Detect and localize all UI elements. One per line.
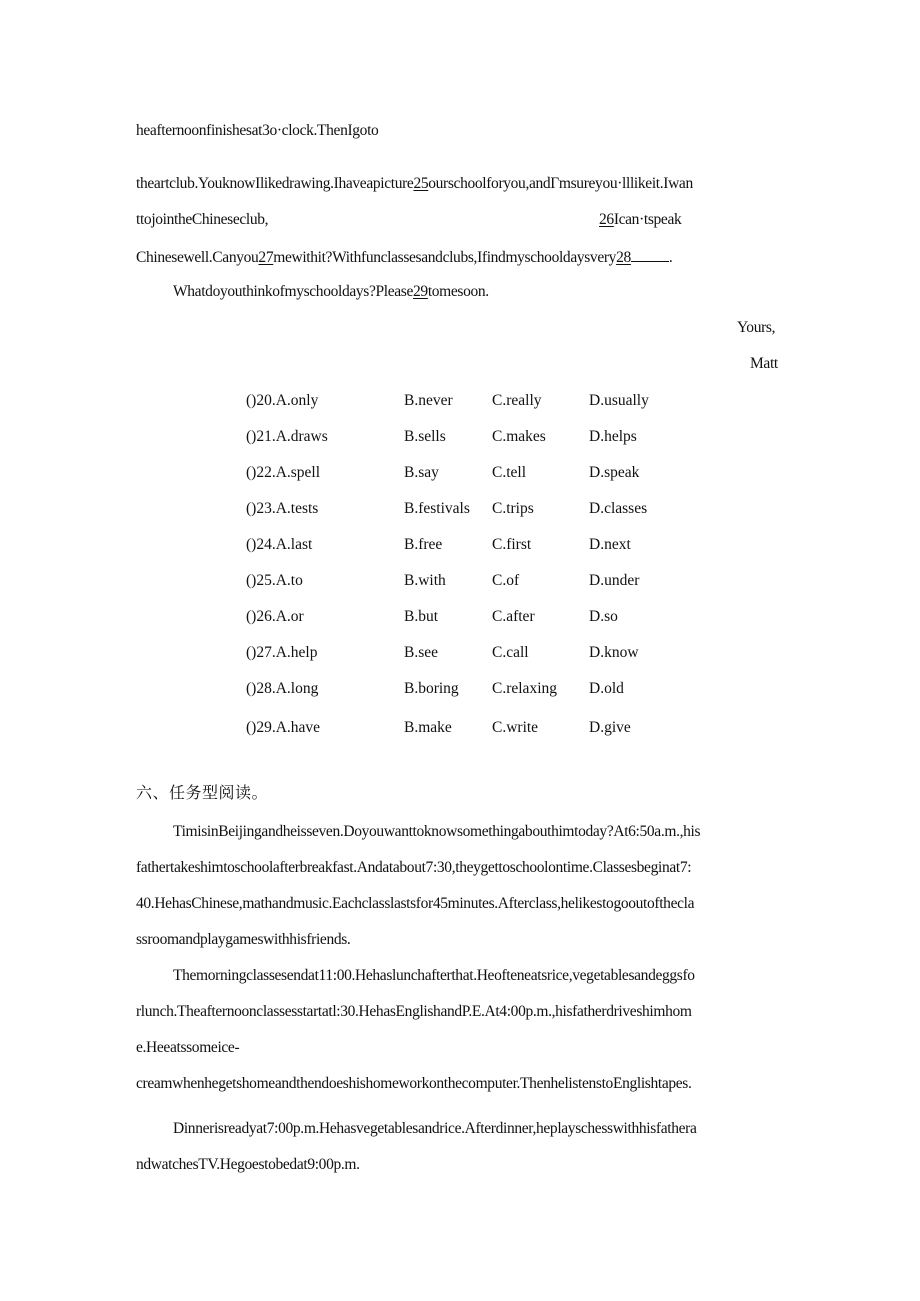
question-number-option-a: ()26.A.or: [246, 608, 304, 625]
question-number-option-a: ()29.A.have: [246, 719, 321, 736]
paragraph-1-line: fathertakeshimtoschoolafterbreakfast.Andatabout7:30,theygettoschoolontime.Classesbeginat7:: [136, 859, 692, 876]
question-number-option-a: ()27.A.help: [246, 644, 318, 661]
letter-text: ourschoolforyou,andΓmsureyou·lllikeit.Iwan: [428, 175, 693, 192]
letter-text: Ican·tspeak: [613, 211, 682, 228]
letter-text: theartclub.YouknowIlikedrawing.Ihaveapicture: [136, 175, 414, 192]
option-d: D.helps: [589, 428, 637, 445]
option-b: B.with: [404, 572, 446, 589]
option-c: C.of: [492, 572, 520, 589]
blank-26: 26: [599, 211, 614, 228]
paragraph-2-line: e.Heeatssomeice-: [136, 1039, 240, 1056]
question-number-option-a: ()24.A.last: [246, 536, 313, 553]
paragraph-1-line: 40.HehasChinese,mathandmusic.Eachclasslastsfor45minutes.Afterclass,helikestogooutofthecla: [136, 895, 695, 912]
letter-line-3: [136, 210, 268, 230]
option-c: C.write: [492, 719, 539, 736]
blank-25: 25: [413, 175, 429, 192]
section-heading: 六、任务型阅读。: [136, 783, 269, 802]
option-c: C.really: [492, 392, 542, 409]
option-b: B.make: [404, 719, 452, 736]
option-c: C.relaxing: [492, 680, 557, 697]
question-number-option-a: ()21.A.draws: [246, 428, 328, 445]
letter-line-5: [173, 282, 489, 302]
option-d: D.usually: [589, 392, 649, 409]
option-b: B.say: [404, 464, 439, 481]
paragraph-3-line: Dinnerisreadyat7:00p.m.Hehasvegetablesandrice.Afterdinner,heplayschesswithhisfathera: [173, 1120, 697, 1137]
closing-text: Yours,: [737, 319, 776, 336]
option-b: B.see: [404, 644, 439, 661]
question-number-option-a: ()22.A.spell: [246, 464, 321, 481]
option-b: B.never: [404, 392, 453, 409]
option-d: D.classes: [589, 500, 648, 517]
letter-line-2: [136, 174, 693, 194]
blank-29: 29: [413, 283, 428, 300]
option-d: D.give: [589, 719, 631, 736]
blank-27: 27: [258, 249, 274, 266]
option-b: B.festivals: [404, 500, 470, 517]
letter-line-3-right: [599, 210, 681, 230]
letter-line-4: [136, 246, 672, 268]
letter-closing: [737, 318, 775, 338]
question-number-option-a: ()28.A.long: [246, 680, 319, 697]
option-c: C.first: [492, 536, 532, 553]
option-b: B.sells: [404, 428, 446, 445]
option-c: C.tell: [492, 464, 527, 481]
letter-text: Whatdoyouthinkofmyschooldays?Please: [173, 283, 414, 300]
signature-text: Matt: [750, 355, 778, 372]
option-d: D.under: [589, 572, 640, 589]
option-b: B.free: [404, 536, 443, 553]
paragraph-1-line: TimisinBeijingandheisseven.Doyouwanttoknowsomethingabouthimtoday?At6:50a.m.,his: [173, 823, 701, 840]
letter-text: ttojointheChineseclub,: [136, 211, 269, 228]
letter-text: tomesoon.: [427, 283, 489, 300]
option-b: B.boring: [404, 680, 459, 697]
letter-text: Chinesewell.Canyou: [136, 249, 259, 266]
question-number-option-a: ()23.A.tests: [246, 500, 319, 517]
blank-28: 28: [616, 249, 631, 266]
option-c: C.after: [492, 608, 535, 625]
paragraph-2-line: Themorningclassesendat11:00.Hehaslunchafterthat.Heofteneatsrice,vegetablesandeggsfo: [173, 967, 695, 984]
option-c: C.call: [492, 644, 529, 661]
letter-text: .: [668, 249, 673, 266]
paragraph-1-line: ssroomandplaygameswithhisfriends.: [136, 931, 351, 948]
blank-28-line: [631, 246, 669, 262]
paragraph-3-line: ndwatchesTV.Hegoestobedat9:00p.m.: [136, 1156, 360, 1173]
paragraph-2-line: creamwhenhegetshomeandthendoeshishomeworkonthecomputer.ThenhelistenstoEnglishtapes.: [136, 1075, 692, 1092]
option-d: D.know: [589, 644, 639, 661]
letter-line-1: [136, 121, 378, 141]
option-c: C.makes: [492, 428, 546, 445]
option-b: B.but: [404, 608, 439, 625]
option-d: D.speak: [589, 464, 640, 481]
question-number-option-a: ()25.A.to: [246, 572, 303, 589]
letter-text: heafternoonfinishesat3o·clock.ThenIgoto: [136, 122, 379, 139]
question-number-option-a: ()20.A.only: [246, 392, 319, 409]
option-d: D.so: [589, 608, 618, 625]
letter-signature: [750, 354, 778, 374]
option-d: D.old: [589, 680, 624, 697]
option-c: C.trips: [492, 500, 534, 517]
option-d: D.next: [589, 536, 631, 553]
letter-text: mewithit?Withfunclassesandclubs,Ifindmyschooldaysvery: [273, 249, 617, 266]
paragraph-2-line: rlunch.Theafternoonclassesstartatl:30.HehasEnglishandP.E.At4:00p.m.,hisfatherdriveshimhom: [136, 1003, 692, 1020]
